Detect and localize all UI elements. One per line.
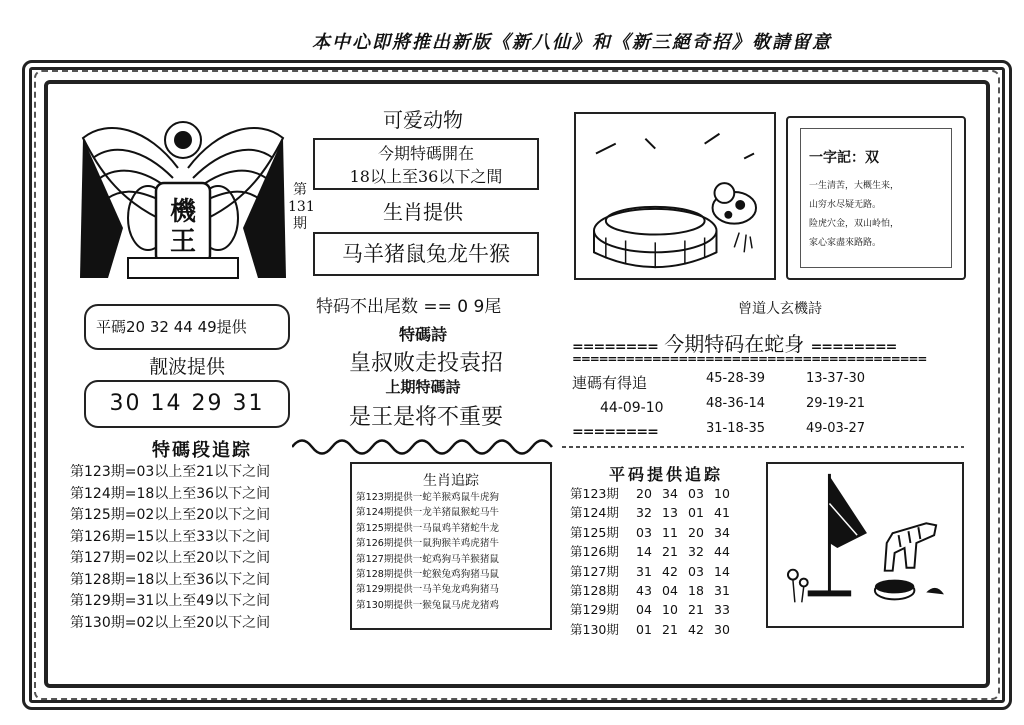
num-cell: 18 (688, 582, 704, 598)
period-cell: 第125期 (570, 524, 619, 540)
wave-numbers-box: 30 14 29 31 (84, 380, 290, 428)
num-cell: 44 (714, 544, 730, 560)
logo-text-top: 機 (169, 197, 197, 227)
scroll-line: 险虎穴金，双山岭怕， (809, 219, 900, 229)
scroll-title: 一字記：双 (809, 150, 879, 166)
num-cell: 20 (636, 486, 652, 501)
combo-bar: ======== (572, 424, 658, 440)
list-item: 第123期=03以上至21以下之间 (70, 464, 271, 480)
headline-bar-left: ======== (572, 339, 658, 355)
list-item: 第124期提供一龙羊猪鼠猴蛇马牛 (356, 507, 500, 519)
table-row (570, 503, 766, 522)
table-row (706, 391, 906, 416)
num-cell: 14 (636, 544, 652, 560)
eagle-logo (78, 108, 288, 288)
shengxiao-list (356, 490, 548, 613)
list-item: 第130期提供一猴兔鼠马虎龙猪鸡 (356, 599, 500, 611)
num-cell: 13 (662, 505, 678, 521)
scroll-line: 一生清苦，大概生来， (809, 181, 900, 191)
pingma-table (570, 484, 766, 639)
tiger-flag-illustration (766, 462, 964, 628)
tail-number-text: 特码不出尾数 == 0 9尾 (316, 297, 502, 317)
period-cell: 第124期 (570, 505, 619, 521)
scroll-line: 山穷水尽疑无路。 (809, 200, 882, 210)
list-item: 第125期=02以上至20以下之间 (70, 507, 271, 523)
period-cell: 第123期 (570, 486, 619, 501)
headline-text: 今期特码在蛇身 (664, 332, 805, 356)
num-cell: 42 (662, 563, 678, 579)
issue-suffix: 期 (293, 216, 307, 232)
poem-label: 特碼詩 (398, 325, 447, 344)
combo-grid (706, 366, 906, 441)
list-item: 第130期=02以上至20以下之间 (70, 614, 271, 631)
table-row (570, 523, 766, 542)
list-item: 第126期提供一鼠狗猴羊鸡虎猪牛 (356, 538, 500, 550)
segment-title: 特碼段追踪 (152, 440, 252, 461)
table-row (570, 542, 766, 561)
num-cell: 21 (662, 621, 678, 637)
period-cell: 第129期 (570, 602, 619, 618)
num-cell: 14 (714, 563, 730, 579)
table-row (570, 562, 766, 581)
num-cell: 20 (688, 524, 704, 540)
period-cell: 第130期 (570, 621, 619, 637)
num-cell: 11 (662, 524, 678, 540)
list-item: 第125期提供一马鼠鸡羊猪蛇牛龙 (356, 522, 500, 534)
header-text: 本中心即將推出新版《新八仙》和《新三絕奇招》敬請留意 (312, 32, 832, 53)
prev-poem-label: 上期特碼詩 (385, 378, 461, 396)
num-cell: 03 (688, 563, 704, 579)
num-cell: 03 (636, 524, 652, 540)
list-item: 第123期提供一蛇羊猴鸡鼠牛虎狗 (356, 492, 500, 503)
table-cell: 49-03-27 (806, 421, 866, 436)
zodiac-label: 生肖提供 (383, 200, 463, 224)
list-item: 第127期=02以上至20以下之间 (70, 550, 271, 566)
num-cell: 21 (662, 544, 678, 560)
period-cell: 第126期 (570, 544, 619, 560)
table-row (570, 484, 766, 503)
prev-poem-text: 是王是将不重要 (348, 405, 503, 430)
num-cell: 42 (688, 621, 704, 637)
list-item: 第129期=31以上至49以下之间 (70, 593, 271, 609)
period-cell: 第128期 (570, 582, 619, 598)
table-cell: 31-18-35 (706, 421, 766, 436)
num-cell: 31 (714, 582, 730, 598)
num-cell: 30 (714, 621, 730, 637)
table-row (706, 366, 906, 391)
issue-prefix: 第 (293, 182, 307, 198)
combo-label: 連碼有得追 (572, 374, 648, 392)
issue-value: 131 (288, 199, 315, 215)
num-cell: 34 (714, 524, 730, 540)
num-cell: 32 (636, 505, 652, 521)
list-item: 第129期提供一马羊兔龙鸡狗猪马 (356, 584, 500, 596)
num-cell: 10 (662, 602, 678, 618)
num-cell: 41 (714, 505, 730, 521)
num-cell: 04 (662, 582, 678, 598)
num-cell: 10 (714, 486, 730, 501)
num-cell: 34 (662, 486, 678, 501)
range-box (313, 138, 539, 190)
table-cell: 45-28-39 (706, 371, 766, 386)
range-line-1: 今期特碼開在 (377, 144, 474, 163)
num-cell: 33 (714, 602, 730, 618)
num-cell: 03 (688, 486, 704, 501)
segment-list (70, 462, 300, 634)
combo-value: 44-09-10 (600, 400, 664, 416)
list-item: 第127期提供一蛇鸡狗马羊猴猪鼠 (356, 553, 500, 565)
num-cell: 01 (688, 505, 704, 521)
num-cell: 01 (636, 621, 652, 637)
num-cell: 31 (636, 563, 652, 579)
decorative-band (292, 434, 964, 460)
scroll-panel (786, 116, 966, 280)
list-item: 第124期=18以上至36以下之间 (70, 485, 271, 502)
list-item: 第126期=15以上至33以下之间 (70, 528, 271, 545)
flat-code-box: 平碼20 32 44 49提供 (84, 304, 290, 350)
num-cell: 32 (688, 544, 704, 560)
period-cell: 第127期 (570, 563, 619, 579)
poem-text: 皇叔败走投袁招 (348, 351, 503, 376)
num-cell: 21 (688, 602, 704, 618)
center-title: 可爱动物 (383, 108, 463, 132)
issue-number (288, 182, 315, 233)
table-cell: 13-37-30 (806, 371, 866, 386)
num-cell: 43 (636, 582, 652, 598)
list-item: 第128期提供一蛇猴兔鸡狗猪马鼠 (356, 568, 500, 580)
logo-text-bottom: 王 (169, 227, 197, 257)
zodiac-list: 马羊猪鼠兔龙牛猴 (313, 232, 539, 276)
wave-label: 靓波提供 (148, 356, 225, 378)
pingma-title: 平码提供追踪 (608, 465, 723, 484)
scroll-line: 家心家盡來路路。 (809, 238, 882, 248)
well-cat-illustration (574, 112, 776, 280)
list-item: 第128期=18以上至36以下之间 (70, 571, 271, 588)
table-row (570, 581, 766, 600)
range-line-2: 18以上至36以下之間 (349, 167, 503, 186)
divider-bar: ======================================== (572, 352, 927, 366)
table-cell: 29-19-21 (806, 396, 866, 411)
table-row (570, 600, 766, 619)
headline-bar-right: ======== (810, 339, 897, 355)
shengxiao-title: 生肖追踪 (423, 473, 479, 489)
table-cell: 48-36-14 (706, 396, 766, 411)
table-row (570, 620, 766, 639)
master-title: 曾道人玄機詩 (738, 301, 822, 317)
page-header (0, 28, 1024, 54)
num-cell: 04 (636, 602, 652, 618)
